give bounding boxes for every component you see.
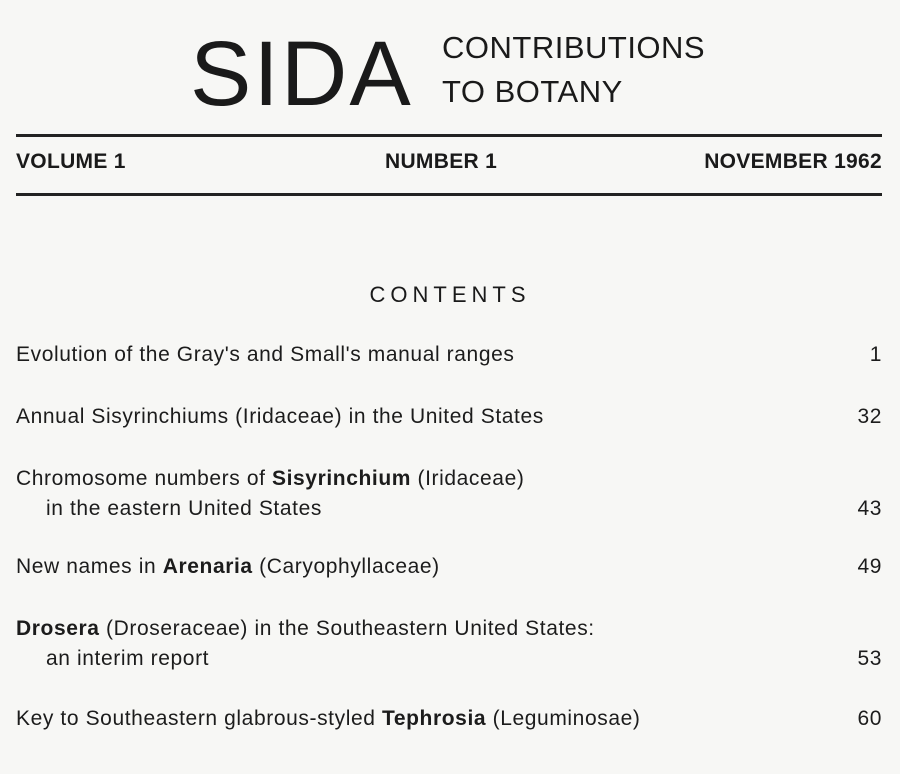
toc-entry-continuation: in the eastern United States <box>46 497 322 520</box>
toc-entry-text: (Droseraceae) in the Southeastern United States: <box>99 617 595 640</box>
toc-entry-title-line <box>16 343 515 366</box>
toc-entry-page-number: 60 <box>857 707 882 730</box>
toc-entry-text: Annual Sisyrinchiums (Iridaceae) in the United States <box>16 405 544 428</box>
journal-subtitle <box>442 26 705 114</box>
toc-entry-title <box>16 402 816 432</box>
subtitle-line-1: CONTRIBUTIONS <box>442 30 706 65</box>
issue-date: NOVEMBER 1962 <box>704 150 882 173</box>
toc-entry-continuation: an interim report <box>46 647 210 670</box>
toc-entry-page-number: 53 <box>857 647 882 670</box>
toc-entry-text: Chromosome numbers of <box>16 467 272 490</box>
toc-entry-text: Evolution of the Gray's and Small's manual ranges <box>16 343 515 366</box>
issue-info-bar <box>16 150 882 180</box>
toc-entry-page-number: 43 <box>857 497 882 520</box>
toc-entry-title <box>16 614 816 674</box>
toc-entry-text: (Leguminosae) <box>486 707 641 730</box>
toc-entry-title <box>16 552 816 582</box>
toc-entry-title-line <box>16 617 595 640</box>
toc-entry-title-line <box>16 555 440 578</box>
toc-entry-genus: Tephrosia <box>381 707 487 730</box>
toc-entry-title <box>16 340 816 370</box>
toc-entry-title-line <box>16 707 641 730</box>
issue-number: NUMBER 1 <box>385 150 498 173</box>
contents-heading: CONTENTS <box>369 282 531 307</box>
toc-entry-title-line <box>16 405 544 428</box>
toc-entry-page-number: 32 <box>857 405 882 428</box>
toc-entry-genus: Drosera <box>16 617 100 640</box>
subtitle-line-2: TO BOTANY <box>442 74 623 109</box>
masthead <box>0 22 900 125</box>
toc-entry-page-number: 49 <box>857 555 882 578</box>
toc-entry-text: (Iridaceae) <box>411 467 525 490</box>
toc-entry-genus: Arenaria <box>162 555 253 578</box>
issue-volume: VOLUME 1 <box>16 150 126 173</box>
toc-entry-title-line <box>16 467 524 490</box>
toc-entry-genus: Sisyrinchium <box>271 467 412 490</box>
top-divider <box>16 134 882 137</box>
bottom-divider <box>16 193 882 196</box>
toc-entry-text: (Caryophyllaceae) <box>252 555 440 578</box>
toc-entry-text: New names in <box>16 555 163 578</box>
toc-entry-page-number: 1 <box>869 343 882 366</box>
toc-entry-text: Key to Southeastern glabrous-styled <box>16 707 382 730</box>
journal-logo: SIDA <box>190 23 413 125</box>
toc-entry-title <box>16 464 816 524</box>
toc-entry-title <box>16 704 816 734</box>
